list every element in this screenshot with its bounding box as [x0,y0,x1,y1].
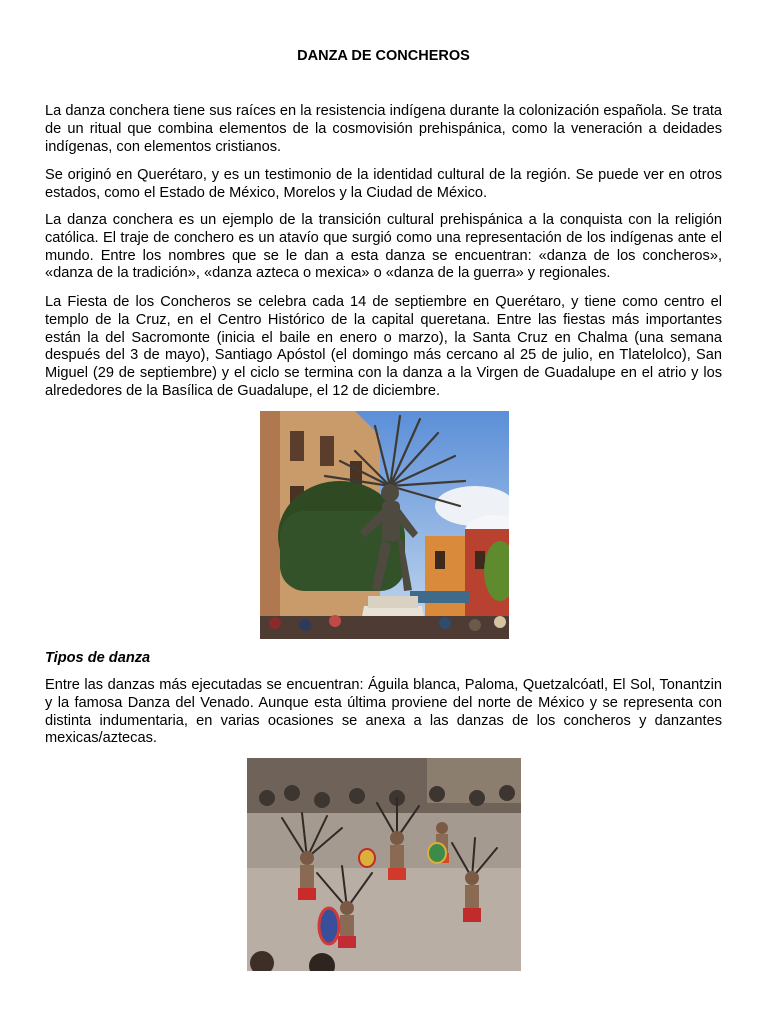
section-heading: Tipos de danza [45,650,151,666]
paragraph-origins: La danza conchera tiene sus raíces en la resistencia indígena durante la colonización española. Se trata de un ritual que combina elementos de la cosmovisión prehispánica, como la veneración a deidades indígenas, con elementos cristianos. [45,103,722,155]
paragraph-transition: La danza conchera es un ejemplo de la transición cultural prehispánica a la conquista con la religión católica. El traje de conchero es un atavío que surgió como una representación de los indígenas ante el mundo. Entre los nombres que se le dan a esta danza se encuentran: «danza de los concheros», «danza de la tradición», «danza azteca o mexica» o «danza de la guerra» y regionales. [45,212,722,282]
paragraph-fiesta: La Fiesta de los Concheros se celebra cada 14 de septiembre en Querétaro, y tiene como centro el templo de la Cruz, en el Centro Histórico de la capital queretana. Entre las fiestas más importantes están la del Sacromonte (inicia el baile en enero o marzo), la Santa Cruz en Chalma (una semana después del 3 de mayo), Santiago Apóstol (el domingo más cercano al 25 de julio, en Tlatelolco), San Miguel (29 de septiembre) y el ciclo se termina con la danza a la Virgen de Guadalupe en el atrio y los alrededores de la Basílica de Guadalupe, el 12 de diciembre. [45,294,722,399]
paragraph-queretaro: Se originó en Querétaro, y es un testimonio de la identidad cultural de la región. Se puede ver en otros estados, como el Estado de México, Morelos y la Ciudad de México. [45,167,722,201]
concheros-dancers-photo [247,758,521,971]
paragraph-dance-types: Entre las danzas más ejecutadas se encuentran: Águila blanca, Paloma, Quetzalcóatl, El Sol, Tonantzin y la famosa Danza del Venado. Aunque esta última proviene del norte de México y se representa con distinta indumentaria, en varias ocasiones se anexa a las danzas de los concheros y danzantes mexicas/aztecas. [45,677,722,747]
document-title: DANZA DE CONCHEROS [297,48,470,64]
conchero-statue-photo [260,411,509,639]
